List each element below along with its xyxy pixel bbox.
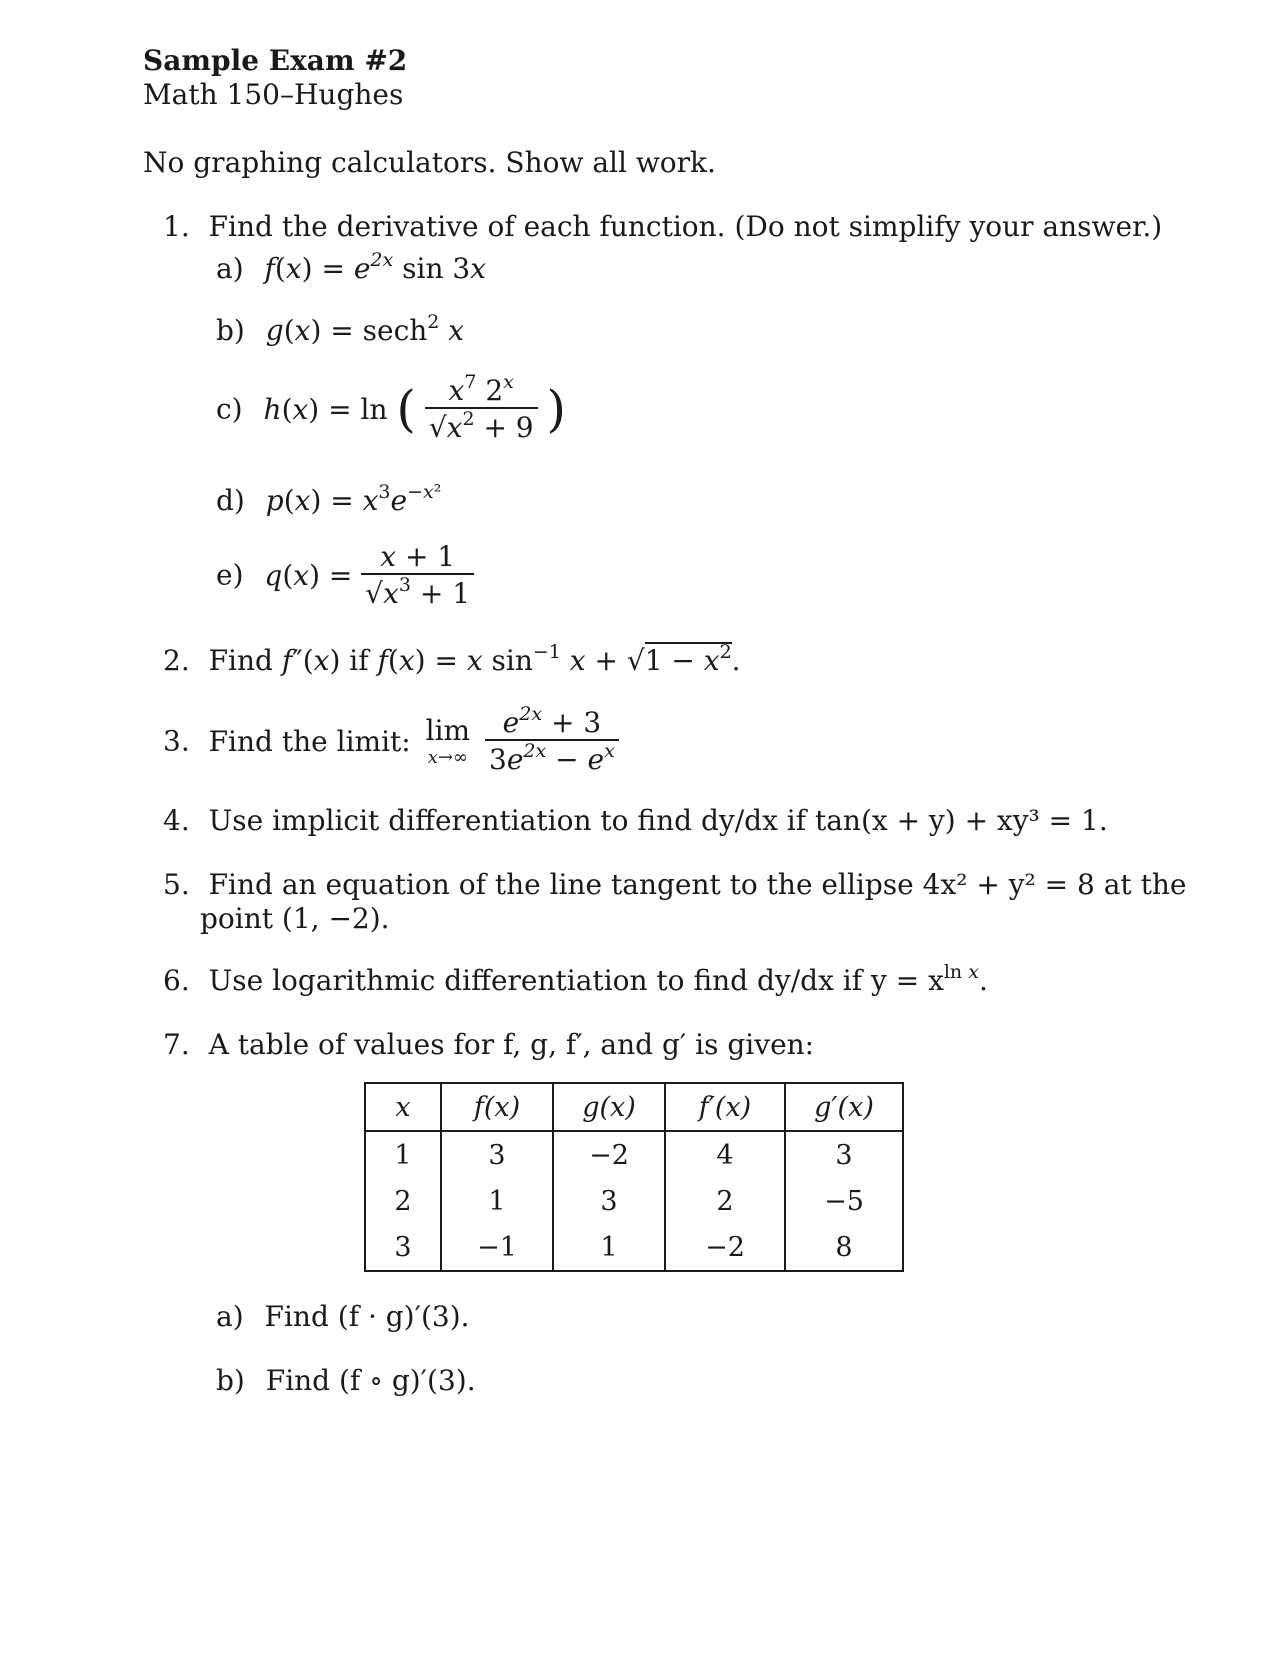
problem-7b	[216, 1364, 476, 1397]
problem-1c-label: c)	[216, 392, 243, 426]
problem-2-fpp: f″(x)	[281, 644, 341, 677]
problem-1e-fraction: $\frac{x + 1}{√x^3 + 1}$	[361, 540, 474, 610]
table-cell: 1	[553, 1224, 665, 1271]
table-cell: 2	[665, 1178, 785, 1224]
table-cell: −2	[553, 1131, 665, 1178]
problem-7-number: 7.	[163, 1028, 190, 1061]
problem-1b	[216, 311, 465, 347]
table-cell: −2	[665, 1224, 785, 1271]
table-cell: 1	[365, 1131, 441, 1178]
problem-1c-math: h(x) = ln	[263, 392, 388, 426]
table-cell: 2	[365, 1178, 441, 1224]
problem-1-number: 1.	[163, 210, 190, 243]
table-cell: −1	[441, 1224, 553, 1271]
table-header-cell: g′(x)	[785, 1083, 903, 1131]
problem-3-text: Find the limit:	[208, 724, 411, 758]
problem-5-line1: Find an equation of the line tangent to the ellipse 4x² + y² = 8 at the	[208, 868, 1187, 901]
problem-2-text-pre: Find	[208, 644, 273, 677]
values-table-wrapper	[364, 1082, 904, 1272]
table-row	[365, 1131, 903, 1178]
problem-1a	[216, 249, 486, 285]
problem-5-number: 5.	[163, 868, 190, 901]
exam-title: Sample Exam #2	[143, 44, 408, 77]
problem-1	[163, 210, 1162, 243]
problem-4-text: Use implicit differentiation to find dy/dx if tan(x + y) + xy³ = 1.	[208, 804, 1108, 837]
problem-1d	[216, 481, 442, 517]
table-row	[365, 1178, 903, 1224]
problem-1e-math: q(x) =	[264, 558, 353, 592]
table-cell: 1	[441, 1178, 553, 1224]
problem-1b-math: g(x) = sech$^2$ x	[265, 311, 465, 347]
problem-1-text: Find the derivative of each function. (Do not simplify your answer.)	[208, 210, 1163, 243]
problem-3	[163, 703, 619, 776]
table-cell: 3	[365, 1224, 441, 1271]
table-cell: −5	[785, 1178, 903, 1224]
problem-4-number: 4.	[163, 804, 190, 837]
problem-1e-label: e)	[216, 558, 244, 592]
table-header-cell: x	[365, 1083, 441, 1131]
table-header-cell: f′(x)	[665, 1083, 785, 1131]
problem-5-line2: point (1, −2).	[200, 902, 390, 935]
limit-operator: lim x→∞	[425, 714, 471, 768]
problem-1d-label: d)	[216, 484, 245, 517]
problem-6: 6. Use logarithmic differentiation to find dy/dx if $y = x^{ln x}$.	[163, 961, 988, 997]
problem-7-text: A table of values for f, g, f′, and g′ is given:	[208, 1028, 815, 1061]
problem-6-number: 6.	[163, 964, 190, 997]
problem-1a-math: $f(x) = e^{2x}$ sin 3x	[264, 249, 486, 285]
table-header-row	[365, 1083, 903, 1131]
problem-3-fraction: $\frac{e^{2x} + 3}{3e^{2x} - e^x}$	[485, 706, 619, 776]
problem-1b-label: b)	[216, 314, 245, 347]
table-cell: 8	[785, 1224, 903, 1271]
table-cell: 3	[785, 1131, 903, 1178]
problem-7a-label: a)	[216, 1300, 244, 1333]
problem-7a-text: Find (f · g)′(3).	[264, 1300, 470, 1333]
problem-4	[163, 804, 1108, 837]
problem-1c-fraction: $\frac{x^7 2^x}{√x^2 + 9}$	[425, 374, 538, 444]
problem-3-number: 3.	[163, 724, 190, 758]
problem-7b-text: Find (f ∘ g)′(3).	[265, 1364, 476, 1397]
problem-1d-math: $p(x) = x^3e^{-x^2}$	[265, 481, 442, 517]
table-cell: 4	[665, 1131, 785, 1178]
problem-1a-label: a)	[216, 252, 244, 285]
problem-2-function: f(x) = x $\sin^{-1} x + √1 - x^2$.	[377, 641, 741, 677]
table-header-cell: g(x)	[553, 1083, 665, 1131]
table-row	[365, 1224, 903, 1271]
problem-1e	[216, 540, 474, 610]
problem-2	[163, 641, 741, 677]
problem-7a	[216, 1300, 470, 1333]
problem-2-number: 2.	[163, 644, 190, 677]
problem-6-exponent: ln x	[943, 961, 979, 983]
table-cell: 3	[441, 1131, 553, 1178]
problem-7b-label: b)	[216, 1364, 245, 1397]
instructions: No graphing calculators. Show all work.	[143, 146, 716, 179]
problem-5	[163, 868, 1186, 901]
table-cell: 3	[553, 1178, 665, 1224]
table-header-cell: f(x)	[441, 1083, 553, 1131]
problem-2-text-mid: if	[349, 644, 369, 677]
problem-7	[163, 1028, 814, 1061]
problem-6-text: Use logarithmic differentiation to find dy/dx if y = x	[208, 964, 944, 997]
problem-1c: c) h(x) = ln ( $\frac{x^7 2^x}{√x^2 + 9}$ )	[216, 371, 567, 444]
course-line: Math 150–Hughes	[143, 78, 404, 111]
values-table	[364, 1082, 904, 1272]
